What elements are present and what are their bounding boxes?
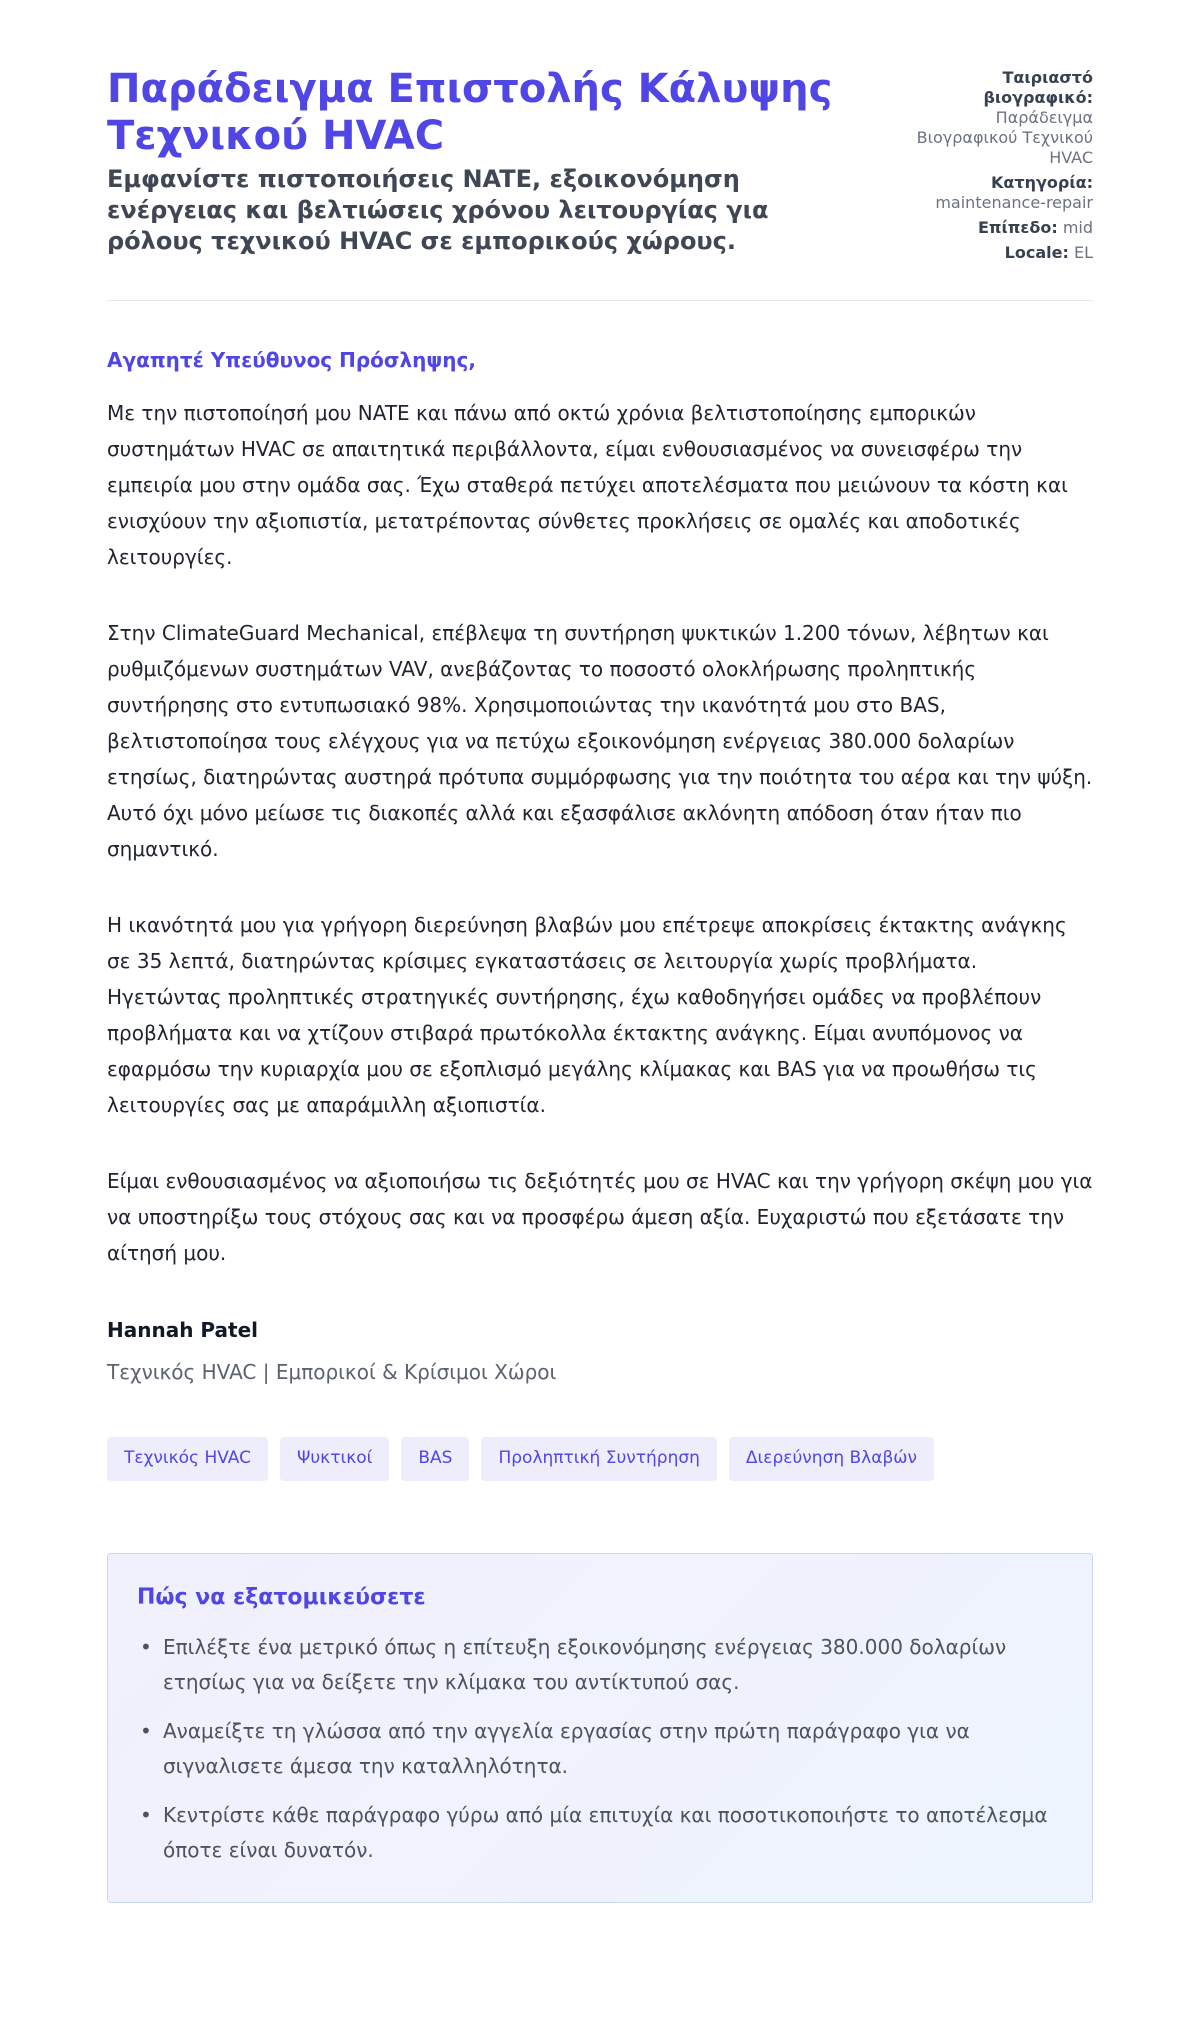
- meta-resume-key: Ταιριαστό βιογραφικό:: [983, 68, 1093, 107]
- tips-item-1: [137, 1630, 1063, 1700]
- customization-tips: [107, 1553, 1093, 1903]
- meta-locale-key: Locale:: [1004, 243, 1069, 262]
- meta-locale: [893, 243, 1093, 263]
- letter-paragraph-3: Η ικανότητά μου για γρήγορη διερεύνηση βλαβών μου επέτρεψε αποκρίσεις έκτακτης ανάγκης σε 35 λεπτά, διατηρώντας κρίσιμες εγκαταστάσεις σε λειτουργία χωρίς προβλήματα. Ηγετώντας προληπτικές στρατηγικές συντήρησης, έχω καθοδηγήσει ομάδες να προβλέπουν προβλήματα και να χτίζουν στιβαρά πρωτόκολλα έκτακτης ανάγκης. Είμαι ανυπόμονος να εφαρμόσω την κυριαρχία μου σε εξοπλισμό μεγάλης κλίμακας και BAS για να προωθήσω τις λειτουργίες σας με απαράμιλλη αξιοπιστία.: [107, 913, 1067, 1117]
- tips-item-text: Κεντρίστε κάθε παράγραφο γύρω από μία επιτυχία και ποσοτικοποιήστε το αποτέλεσμα όποτε είναι δυνατόν.: [163, 1803, 1048, 1862]
- meta-level: [893, 218, 1093, 238]
- tips-list: [137, 1630, 1063, 1868]
- header-title-block: [107, 66, 867, 257]
- meta-level-key: Επίπεδο:: [977, 218, 1058, 237]
- bullet-icon: •: [140, 1719, 152, 1743]
- tag-chillers[interactable]: Ψυκτικοί: [280, 1437, 389, 1481]
- meta-resume: [893, 68, 1093, 168]
- tips-item-text: Επιλέξτε ένα μετρικό όπως η επίτευξη εξοικονόμησης ενέργειας 380.000 δολαρίων ετησίως για να δείξετε την κλίμακα του αντίκτυπού σας.: [163, 1635, 1007, 1694]
- tips-item-text: Αναμείξτε τη γλώσσα από την αγγελία εργασίας στην πρώτη παράγραφο για να σιγναλισετε άμεσα την καταλληλότητα.: [163, 1719, 970, 1778]
- tag-troubleshooting[interactable]: Διερεύνηση Βλαβών: [729, 1437, 934, 1481]
- letter-body: [107, 347, 1093, 1385]
- tips-item-3: [137, 1798, 1063, 1868]
- letter-paragraphs: [107, 395, 1093, 1271]
- signature-name: Hannah Patel: [107, 1318, 259, 1342]
- page-header: [107, 66, 1093, 301]
- letter-paragraph-2: Στην ClimateGuard Mechanical, επέβλεψα τη συντήρηση ψυκτικών 1.200 τόνων, λέβητων και ρυθμιζόμενων συστημάτων VAV, ανεβάζοντας το ποσοστό ολοκλήρωσης προληπτικής συντήρησης στο εντυπωσιακό 98%. Χρησιμοποιώντας την ικανότητά μου στο BAS, βελτιστοποίησα τους ελέγχους για να πετύχω εξοικονόμηση ενέργειας 380.000 δολαρίων ετησίως, διατηρώντας αυστηρά πρότυπα συμμόρφωσης για την ποιότητα του αέρα και την ψύξη. Αυτό όχι μόνο μείωσε τις διακοπές αλλά και εξασφάλισε ακλόνητη απόδοση όταν ήταν πιο σημαντικό.: [107, 621, 1093, 861]
- meta-category-value: maintenance-repair: [935, 193, 1093, 212]
- meta-locale-value: EL: [1073, 243, 1093, 262]
- meta-panel: [893, 68, 1093, 268]
- letter-paragraph-4: Είμαι ενθουσιασμένος να αξιοποιήσω τις δεξιότητές μου σε HVAC και την γρήγορη σκέψη μου για να υποστηρίξω τους στόχους σας και να προσφέρω άμεση αξία. Ευχαριστώ που εξετάσατε την αίτησή μου.: [107, 1169, 1093, 1265]
- meta-level-value: mid: [1062, 218, 1093, 237]
- signature-block: [107, 1317, 1093, 1385]
- page-title: Παράδειγμα Επιστολής Κάλυψης Τεχνικού HVAC: [107, 66, 833, 159]
- tag-bas[interactable]: BAS: [401, 1437, 469, 1481]
- tips-title: Πώς να εξατομικεύσετε: [137, 1585, 426, 1610]
- page-subtitle: Εμφανίστε πιστοποιήσεις NATE, εξοικονόμηση ενέργειας και βελτιώσεις χρόνου λειτουργίας για ρόλους τεχνικού HVAC σε εμπορικούς χώρους.: [107, 165, 769, 255]
- tag-hvac-technician[interactable]: Τεχνικός HVAC: [107, 1437, 268, 1481]
- letter-paragraph-1: Με την πιστοποίησή μου NATE και πάνω από οκτώ χρόνια βελτιστοποίησης εμπορικών συστημάτων HVAC σε απαιτητικά περιβάλλοντα, είμαι ενθουσιασμένος να συνεισφέρω την εμπειρία μου στην ομάδα σας. Έχω σταθερά πετύχει αποτελέσματα που μειώνουν τα κόστη και ενισχύουν την αξιοπιστία, μετατρέποντας σύνθετες προκλήσεις σε ομαλές και αποδοτικές λειτουργίες.: [107, 401, 1068, 569]
- letter-greeting: Αγαπητέ Υπεύθυνος Πρόσληψης,: [107, 348, 476, 372]
- bullet-icon: •: [140, 1635, 152, 1659]
- tips-item-2: [137, 1714, 1063, 1784]
- tag-list: [107, 1437, 1093, 1481]
- tag-preventive-maintenance[interactable]: Προληπτική Συντήρηση: [481, 1437, 716, 1481]
- meta-category-key: Κατηγορία:: [991, 173, 1093, 192]
- bullet-icon: •: [140, 1803, 152, 1827]
- meta-category: [893, 173, 1093, 213]
- meta-resume-link[interactable]: Παράδειγμα Βιογραφικού Τεχνικού HVAC: [916, 108, 1093, 167]
- signature-role: Τεχνικός HVAC | Εμπορικοί & Κρίσιμοι Χώροι: [107, 1360, 557, 1384]
